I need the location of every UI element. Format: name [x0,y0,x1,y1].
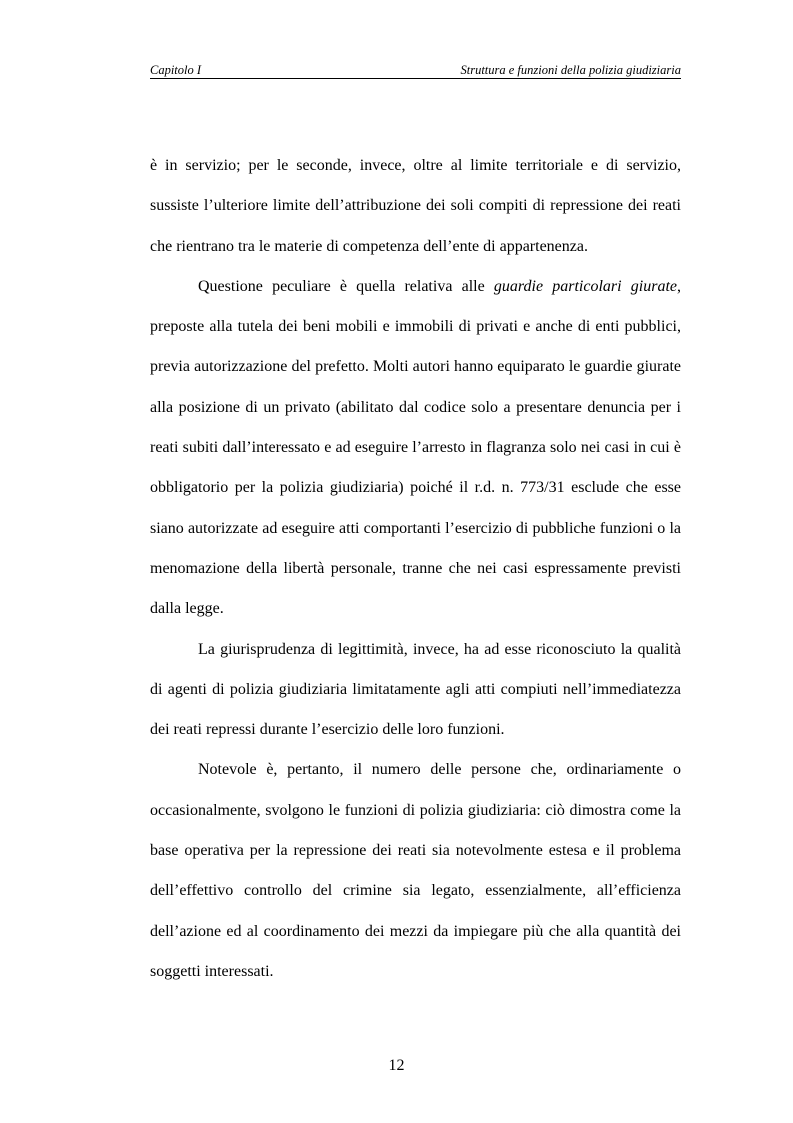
section-title: Struttura e funzioni della polizia giudiziaria [460,63,681,77]
running-header [150,62,681,79]
body-text [150,146,681,992]
paragraph-guardie-before: Questione peculiare è quella relativa alle [198,277,494,295]
paragraph-notevole: Notevole è, pertanto, il numero delle persone che, ordinariamente o occasionalmente, svolgono le funzioni di polizia giudiziaria: ciò dimostra come la base operativa per la repressione dei reati sia notevolmente estesa e il problema dell’effettivo controllo del crimine sia legato, essenzialmente, all’efficienza dell’azione ed al coordinamento dei mezzi da impiegare più che alla quantità dei soggetti interessati. [150,761,681,980]
paragraph-guardie-after: , preposte alla tutela dei beni mobili e immobili di privati e anche di enti pubblici, previa autorizzazione del prefetto. Molti autori hanno equiparato le guardie giurate alla posizione di un privato (abilitato dal codice solo a presentare denuncia per i reati subiti dall’interessato e ad eseguire l’arresto in flagranza solo nei casi in cui è obbligatorio per la polizia giudiziaria) poiché il r.d. n. 773/31 esclude che esse siano autorizzate ad eseguire atti comportanti l’esercizio di pubbliche funzioni o la menomazione della libertà personale, tranne che nei casi espressamente previsti dalla legge. [150,277,681,618]
paragraph-giurisprudenza: La giurisprudenza di legittimità, invece, ha ad esse riconosciuto la qualità di agenti di polizia giudiziaria limitatamente agli atti compiuti nell’immediatezza dei reati repressi durante l’esercizio delle loro funzioni. [150,640,681,739]
chapter-label: Capitolo I [150,63,202,77]
emphasis-guardie-particolari-giurate: guardie particolari giurate [493,277,677,295]
paragraph-guardie [150,267,681,630]
page-number: 12 [388,1057,405,1074]
paragraph-continuation: è in servizio; per le seconde, invece, oltre al limite territoriale e di servizio, sussiste l’ulteriore limite dell’attribuzione dei soli compiti di repressione dei reati che rientrano tra le materie di competenza dell’ente di appartenenza. [150,157,681,255]
